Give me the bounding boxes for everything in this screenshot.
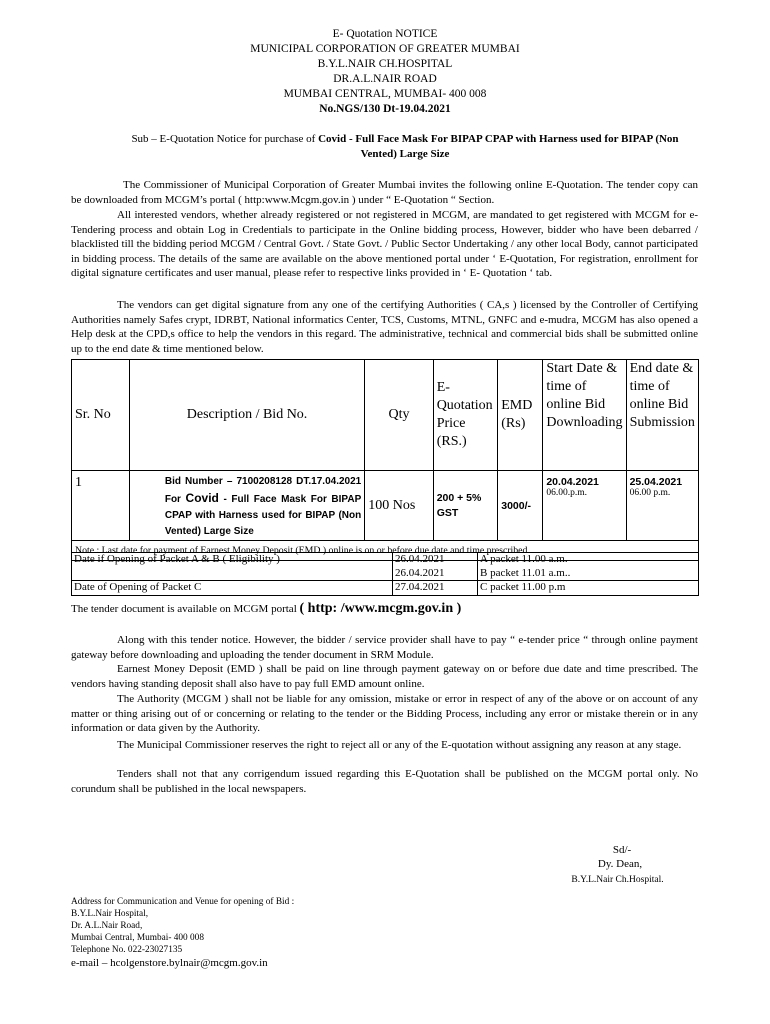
header-sr-no: Sr. No [72,360,130,471]
end-time: 06.00 p.m. [629,488,671,498]
address-line-2: Dr. A.L.Nair Road, [71,921,143,931]
packet-b-time: B packet 11.01 a.m.. [480,566,571,579]
packet-a-time: A packet 11.00 a.m. [480,553,568,565]
row-sr-no: 1 [72,471,130,541]
packet-c-label: Date of Opening of Packet C [72,581,393,596]
packet-c-time: C packet 11.00 p.m [478,581,699,596]
row-qty: 100 Nos [365,471,433,541]
table-row [72,471,699,541]
paragraph-digital-signature: The vendors can get digital signature from any one of the certifying Authorities ( CA,s ) licensed by the Controller of Certifying Authorities namely Safes crypt, IDRBT, National informatics Center, TCS, Customs, MTNL, GNFC and e-mudra, MCGM has also opened a Help desk at the CPD,s office to help the vendors in this regard. The administrative, technical and commercial bids shall be submitted online up to the end date & time mentioned below. [71,299,698,355]
subject-prefix: Sub – E-Quotation Notice for purchase of [131,133,319,145]
packet-b-date: 26.04.2021 [395,566,445,579]
header-start-date: Start Date & time of online Bid Downloading [543,360,626,471]
telephone: Telephone No. 022-23027135 [71,945,183,955]
portal-link[interactable]: ( http: /www.mcgm.gov.in ) [299,601,462,616]
row-price: 200 + 5% GST [433,471,498,541]
road-name: DR.A.L.NAIR ROAD [333,73,437,85]
subject-item: Covid - Full Face Mask For BIPAP CPAP with Harness used for BIPAP (Non Vented) Large Size [318,133,679,160]
item-description: - Full Face Mask For BIPAP CPAP with Harness used for BIPAP (Non Vented) Large Size [164,494,362,537]
paragraph-emd: Earnest Money Deposit (EMD ) shall be paid on line through payment gateway on or before due date and time prescribed. The vendors having standing deposit shall also have to pay full EMD amount online. [71,663,698,690]
reference-number: No.NGS/130 Dt-19.04.2021 [319,103,451,115]
address-line-3: Mumbai Central, Mumbai- 400 008 [71,933,204,943]
end-date: 25.04.2021 [629,476,683,488]
packet-a-date: 26.04.2021 [395,553,445,565]
address-heading: Address for Communication and Venue for opening of Bid : [71,897,295,907]
table-row [72,581,699,596]
paragraph-liability: The Authority (MCGM ) shall not be liable for any omission, mistake or error in respect of any of the above or on account of any matter or thing arising out of or concerning or relating to the tender or the Bidding Process, including any error or mistake therein or in any information or data given by the Authority. [71,693,698,735]
paragraph-rejection-right: The Municipal Commissioner reserves the right to reject all or any of the E-quotation without assigning any reason at any stage. [117,739,682,751]
packet-ab-dates [393,553,478,581]
row-emd: 3000/- [498,471,543,541]
paragraph-tender-fee: Along with this tender notice. However, the bidder / service provider shall have to pay “ e-tender price “ through online payment gateway before downloading and uploading the tender document in SRM Module. [71,634,698,661]
row-start [543,471,626,541]
emd-note: Note : Last date for payment of Earnest Money Deposit (EMD ) online is on or before due date and time prescribed [72,541,699,561]
bid-number: Bid Number – 7100208128 DT.17.04.2021 For [164,476,362,505]
row-description [129,471,364,541]
covid-label: Covid [185,491,219,505]
signature-title: Dy. Dean, [597,858,643,870]
header-description: Description / Bid No. [129,360,364,471]
bid-table-header [72,360,699,471]
signature-org: B.Y.L.Nair Ch.Hospital. [571,875,664,885]
paragraph-corrigendum: Tenders shall not that any corrigendum issued regarding this E-Quotation shall be published on the MCGM portal only. No corundum shall be published in the local newspapers. [71,768,698,795]
portal-line [71,600,461,618]
start-time: 06.00.p.m. [546,488,587,498]
packet-ab-label: Date if Opening of Packet A & B ( Eligibility ) [72,553,393,581]
subject-line [115,132,695,162]
paragraph-registration: All interested vendors, whether already registered or not registered in MCGM, are mandated to get registered with MCGM for e-Tendering process and obtain Log in Credentials to participate in the Online bidding process, However, bidder who have been debarred / blacklisted till the bidding period MCGM / Central Govt. / State Govt. / Public Sector Undertaking / any other local Body, cannot participated in bidding process. The details of the same are available on the above mentioned portal under ‘ E-Quotation, For registration, enrollment for digital signature certificates and user manual, please refer to respective links provided in ‘ E- Quotation ‘ tab. [71,209,698,280]
packet-c-date: 27.04.2021 [393,581,478,596]
row-end [626,471,698,541]
table-row [72,553,699,581]
portal-text: The tender document is available on MCGM portal [71,603,300,615]
header-emd: EMD (Rs) [498,360,543,471]
packet-ab-times [478,553,699,581]
hospital-name: B.Y.L.NAIR CH.HOSPITAL [317,58,453,70]
address-block [71,896,294,971]
notice-heading: E- Quotation NOTICE [332,28,438,40]
header-quotation-price: E-Quotation Price (RS.) [433,360,498,471]
corporation-name: MUNICIPAL CORPORATION OF GREATER MUMBAI [250,43,520,55]
address-line-1: B.Y.L.Nair Hospital, [71,909,149,919]
city-line: MUMBAI CENTRAL, MUMBAI- 400 008 [283,88,487,100]
email-address[interactable]: e-mail – hcolgenstore.bylnair@mcgm.gov.in [71,957,268,969]
bid-table [71,359,699,561]
signature-sd: Sd/- [612,844,632,856]
paragraph-invitation: The Commissioner of Municipal Corporation of Greater Mumbai invites the following online E-Quotation. The tender copy can be downloaded from MCGM’s portal ( http:www.Mcgm.gov.in ) under “ E-Quotation “ Section. [71,179,698,206]
opening-table [71,552,699,596]
start-date: 20.04.2021 [546,476,599,488]
header-end-date: End date & time of online Bid Submission [626,360,698,471]
header-qty: Qty [365,360,433,471]
